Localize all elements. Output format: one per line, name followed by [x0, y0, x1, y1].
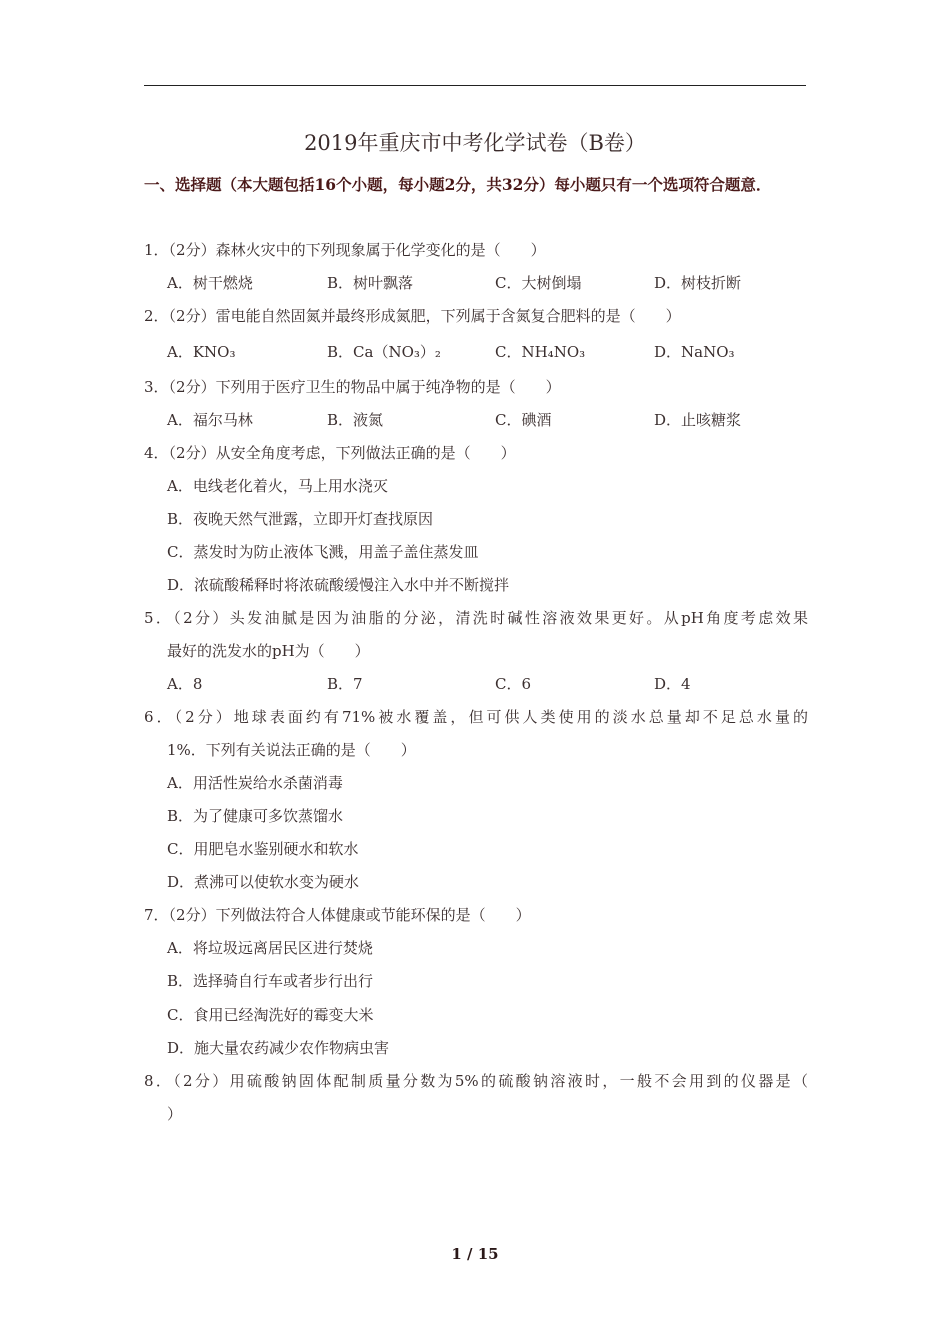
question-7-option-c: C．食用已经淘洗好的霉变大米 [167, 1006, 374, 1024]
question-6-option-a: A．用活性炭给水杀菌消毒 [167, 774, 343, 792]
question-7-stem: 7．（2分）下列做法符合人体健康或节能环保的是（ ） [144, 906, 531, 924]
question-4-option-a: A．电线老化着火，马上用水浇灭 [167, 477, 388, 495]
question-2-stem: 2．（2分）雷电能自然固氮并最终形成氮肥，下列属于含氮复合肥料的是（ ） [144, 307, 681, 325]
option-d: D．NaNO₃ [654, 343, 735, 361]
option-b: B．Ca（NO₃）₂ [327, 343, 441, 361]
option-b: B．7 [327, 675, 363, 693]
question-1-stem: 1．（2分）森林火灾中的下列现象属于化学变化的是（ ） [144, 241, 546, 259]
header-rule [144, 85, 806, 86]
option-b: B．液氮 [327, 411, 384, 429]
question-8-stem-line2: ） [167, 1105, 183, 1123]
option-c: C．碘酒 [495, 411, 552, 429]
section-heading: 一、选择题（本大题包括16个小题，每小题2分，共32分）每小题只有一个选项符合题意． [144, 175, 772, 194]
question-4-option-b: B．夜晚天然气泄露，立即开灯查找原因 [167, 510, 434, 528]
option-d: D．树枝折断 [654, 274, 742, 292]
question-8-stem-line1: 8．（2分）用硫酸钠固体配制质量分数为5%的硫酸钠溶液时，一般不会用到的仪器是（ [144, 1072, 808, 1090]
option-b: B．树叶飘落 [327, 274, 414, 292]
question-6-option-d: D．煮沸可以使软水变为硬水 [167, 873, 360, 891]
question-4-option-c: C．蒸发时为防止液体飞溅，用盖子盖住蒸发皿 [167, 543, 479, 561]
option-d: D．止咳糖浆 [654, 411, 742, 429]
option-c: C．NH₄NO₃ [495, 343, 586, 361]
question-4-option-d: D．浓硫酸稀释时将浓硫酸缓慢注入水中并不断搅拌 [167, 576, 510, 594]
question-7-option-a: A．将垃圾远离居民区进行焚烧 [167, 939, 373, 957]
option-a: A．KNO₃ [167, 343, 236, 361]
page-number: 1 / 15 [451, 1245, 499, 1263]
question-4-stem: 4．（2分）从安全角度考虑，下列做法正确的是（ ） [144, 444, 516, 462]
option-c: C．6 [495, 675, 532, 693]
question-5-stem-line1: 5．（2分）头发油腻是因为油脂的分泌，清洗时碱性溶液效果更好。从pH角度考虑效果 [144, 609, 808, 627]
option-a: A．树干燃烧 [167, 274, 253, 292]
option-a: A．福尔马林 [167, 411, 253, 429]
question-6-option-b: B．为了健康可多饮蒸馏水 [167, 807, 344, 825]
question-6-stem-line2: 1%．下列有关说法正确的是（ ） [167, 741, 416, 759]
question-7-option-d: D．施大量农药减少农作物病虫害 [167, 1039, 390, 1057]
page-title: 2019年重庆市中考化学试卷（B卷） [304, 131, 646, 155]
option-a: A．8 [167, 675, 203, 693]
question-6-option-c: C．用肥皂水鉴别硬水和软水 [167, 840, 359, 858]
question-5-stem-line2: 最好的洗发水的pH为（ ） [167, 642, 370, 660]
option-c: C．大树倒塌 [495, 274, 582, 292]
question-6-stem-line1: 6．（2分）地球表面约有71%被水覆盖，但可供人类使用的淡水总量却不足总水量的 [144, 708, 808, 726]
option-d: D．4 [654, 675, 691, 693]
question-7-option-b: B．选择骑自行车或者步行出行 [167, 972, 374, 990]
question-3-stem: 3．（2分）下列用于医疗卫生的物品中属于纯净物的是（ ） [144, 378, 561, 396]
